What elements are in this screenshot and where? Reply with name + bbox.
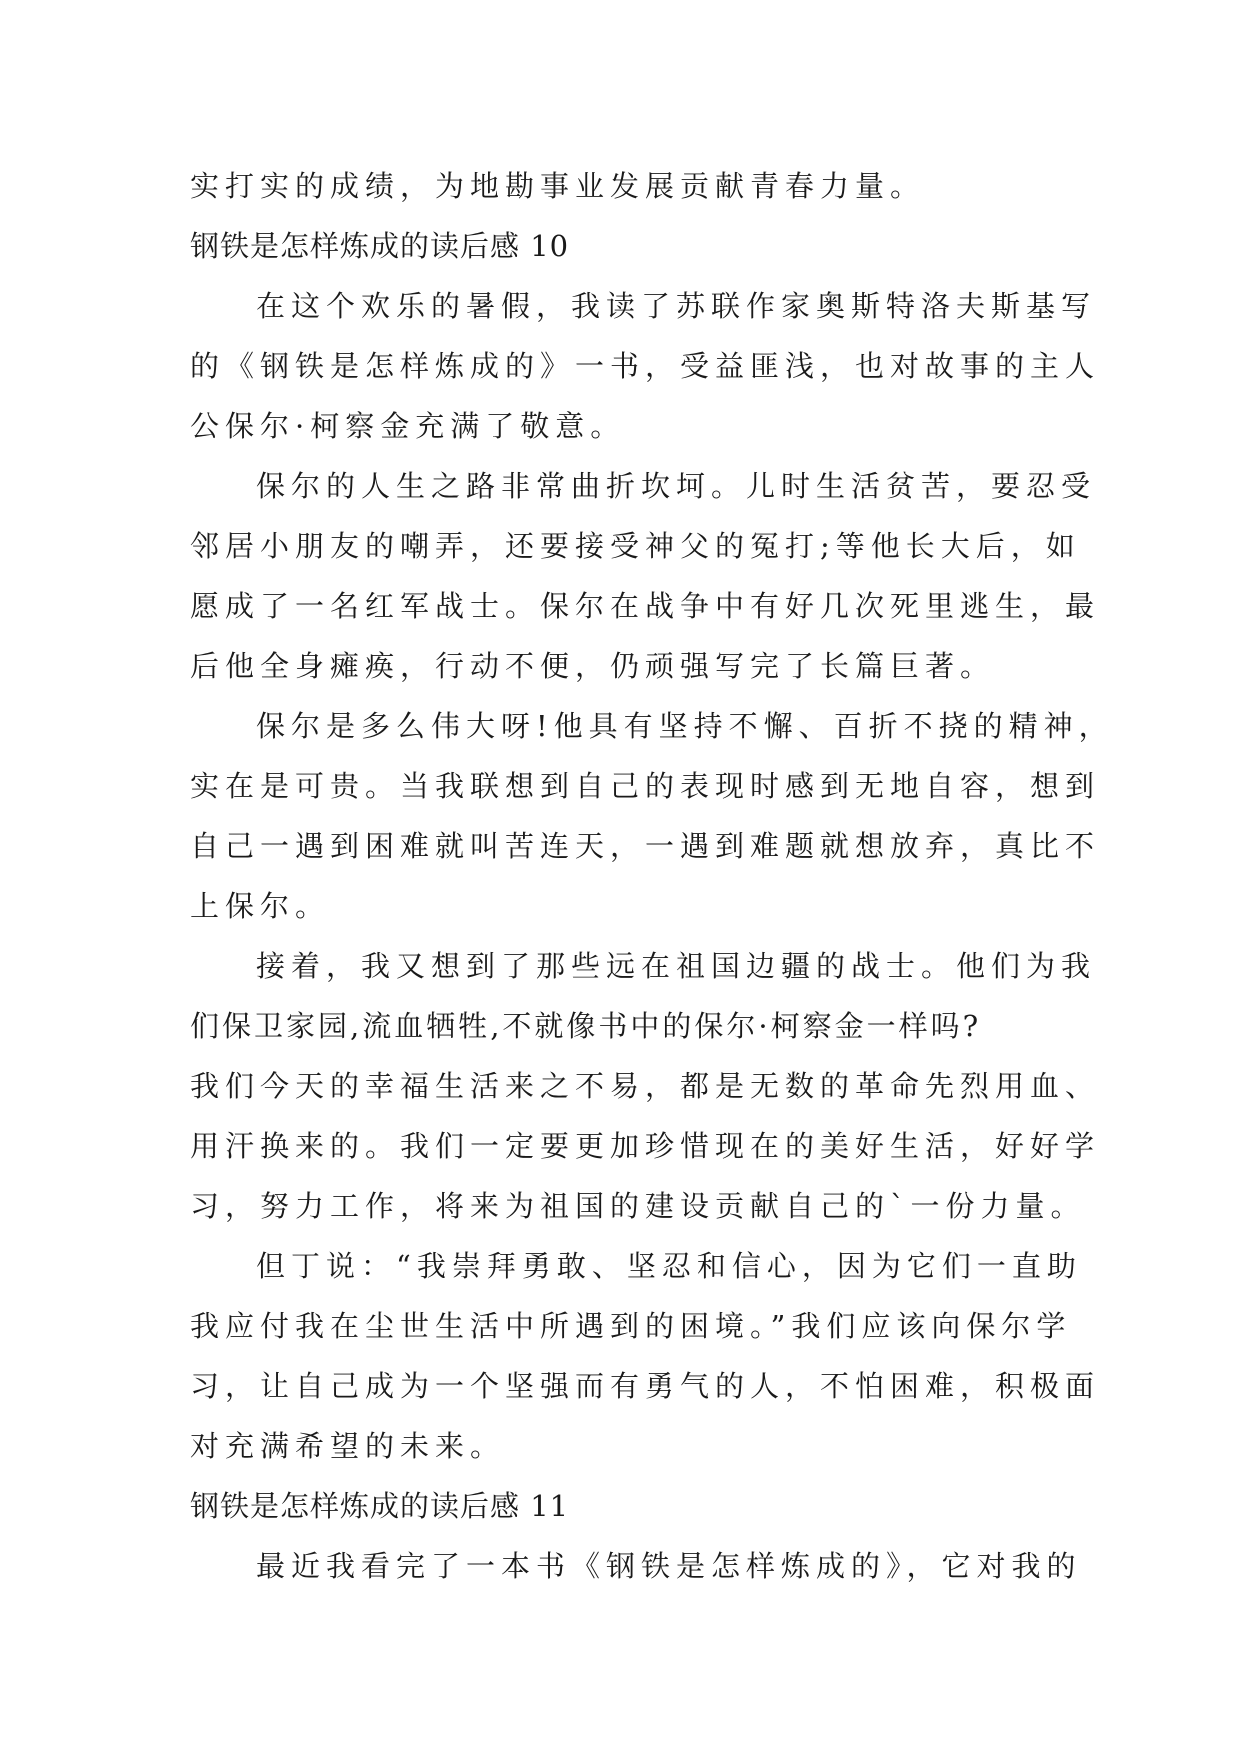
paragraph-line: 我应付我在尘世生活中所遇到的困境。”我们应该向保尔学	[190, 1309, 1072, 1343]
paragraph-line: 上保尔。	[190, 889, 331, 923]
paragraph-line: 实打实的成绩，为地勘事业发展贡献青春力量。	[190, 169, 926, 203]
paragraph-line: 保尔的人生之路非常曲折坎坷。儿时生活贫苦，要忍受	[256, 469, 1097, 503]
paragraph-line: 习，让自己成为一个坚强而有勇气的人，不怕困难，积极面	[190, 1369, 1101, 1403]
paragraph-line: 对充满希望的未来。	[190, 1429, 506, 1463]
section-heading-10: 钢铁是怎样炼成的读后感 10	[190, 229, 570, 263]
paragraph-line: 接着，我又想到了那些远在祖国边疆的战士。他们为我	[256, 949, 1097, 983]
paragraph-line: 但丁说：“我崇拜勇敢、坚忍和信心，因为它们一直助	[256, 1249, 1082, 1283]
paragraph-line: 邻居小朋友的嘲弄，还要接受神父的冤打;等他长大后，如	[190, 529, 1081, 563]
paragraph-line: 习，努力工作，将来为祖国的建设贡献自己的`一份力量。	[190, 1189, 1086, 1223]
paragraph-line: 用汗换来的。我们一定要更加珍惜现在的美好生活，好好学	[190, 1129, 1101, 1163]
paragraph-line: 最近我看完了一本书《钢铁是怎样炼成的》，它对我的	[256, 1549, 1082, 1583]
paragraph-line: 自己一遇到困难就叫苦连天，一遇到难题就想放弃，真比不	[190, 829, 1101, 863]
paragraph-line: 后他全身瘫痪，行动不便，仍顽强写完了长篇巨著。	[190, 649, 996, 683]
paragraph-line: 保尔是多么伟大呀!他具有坚持不懈、百折不挠的精神，	[256, 709, 1114, 743]
paragraph-line: 实在是可贵。当我联想到自己的表现时感到无地自容，想到	[190, 769, 1101, 803]
paragraph-line: 公保尔·柯察金充满了敬意。	[190, 409, 626, 443]
paragraph-line: 我们今天的幸福生活来之不易，都是无数的革命先烈用血、	[190, 1069, 1101, 1103]
paragraph-line: 在这个欢乐的暑假，我读了苏联作家奥斯特洛夫斯基写	[256, 289, 1097, 323]
section-heading-11: 钢铁是怎样炼成的读后感 11	[190, 1489, 570, 1523]
paragraph-line: 愿成了一名红军战士。保尔在战争中有好几次死里逃生，最	[190, 589, 1101, 623]
paragraph-line: 们保卫家园,流血牺牲,不就像书中的保尔·柯察金一样吗?	[190, 1009, 982, 1043]
paragraph-line: 的《钢铁是怎样炼成的》一书，受益匪浅，也对故事的主人	[190, 349, 1101, 383]
